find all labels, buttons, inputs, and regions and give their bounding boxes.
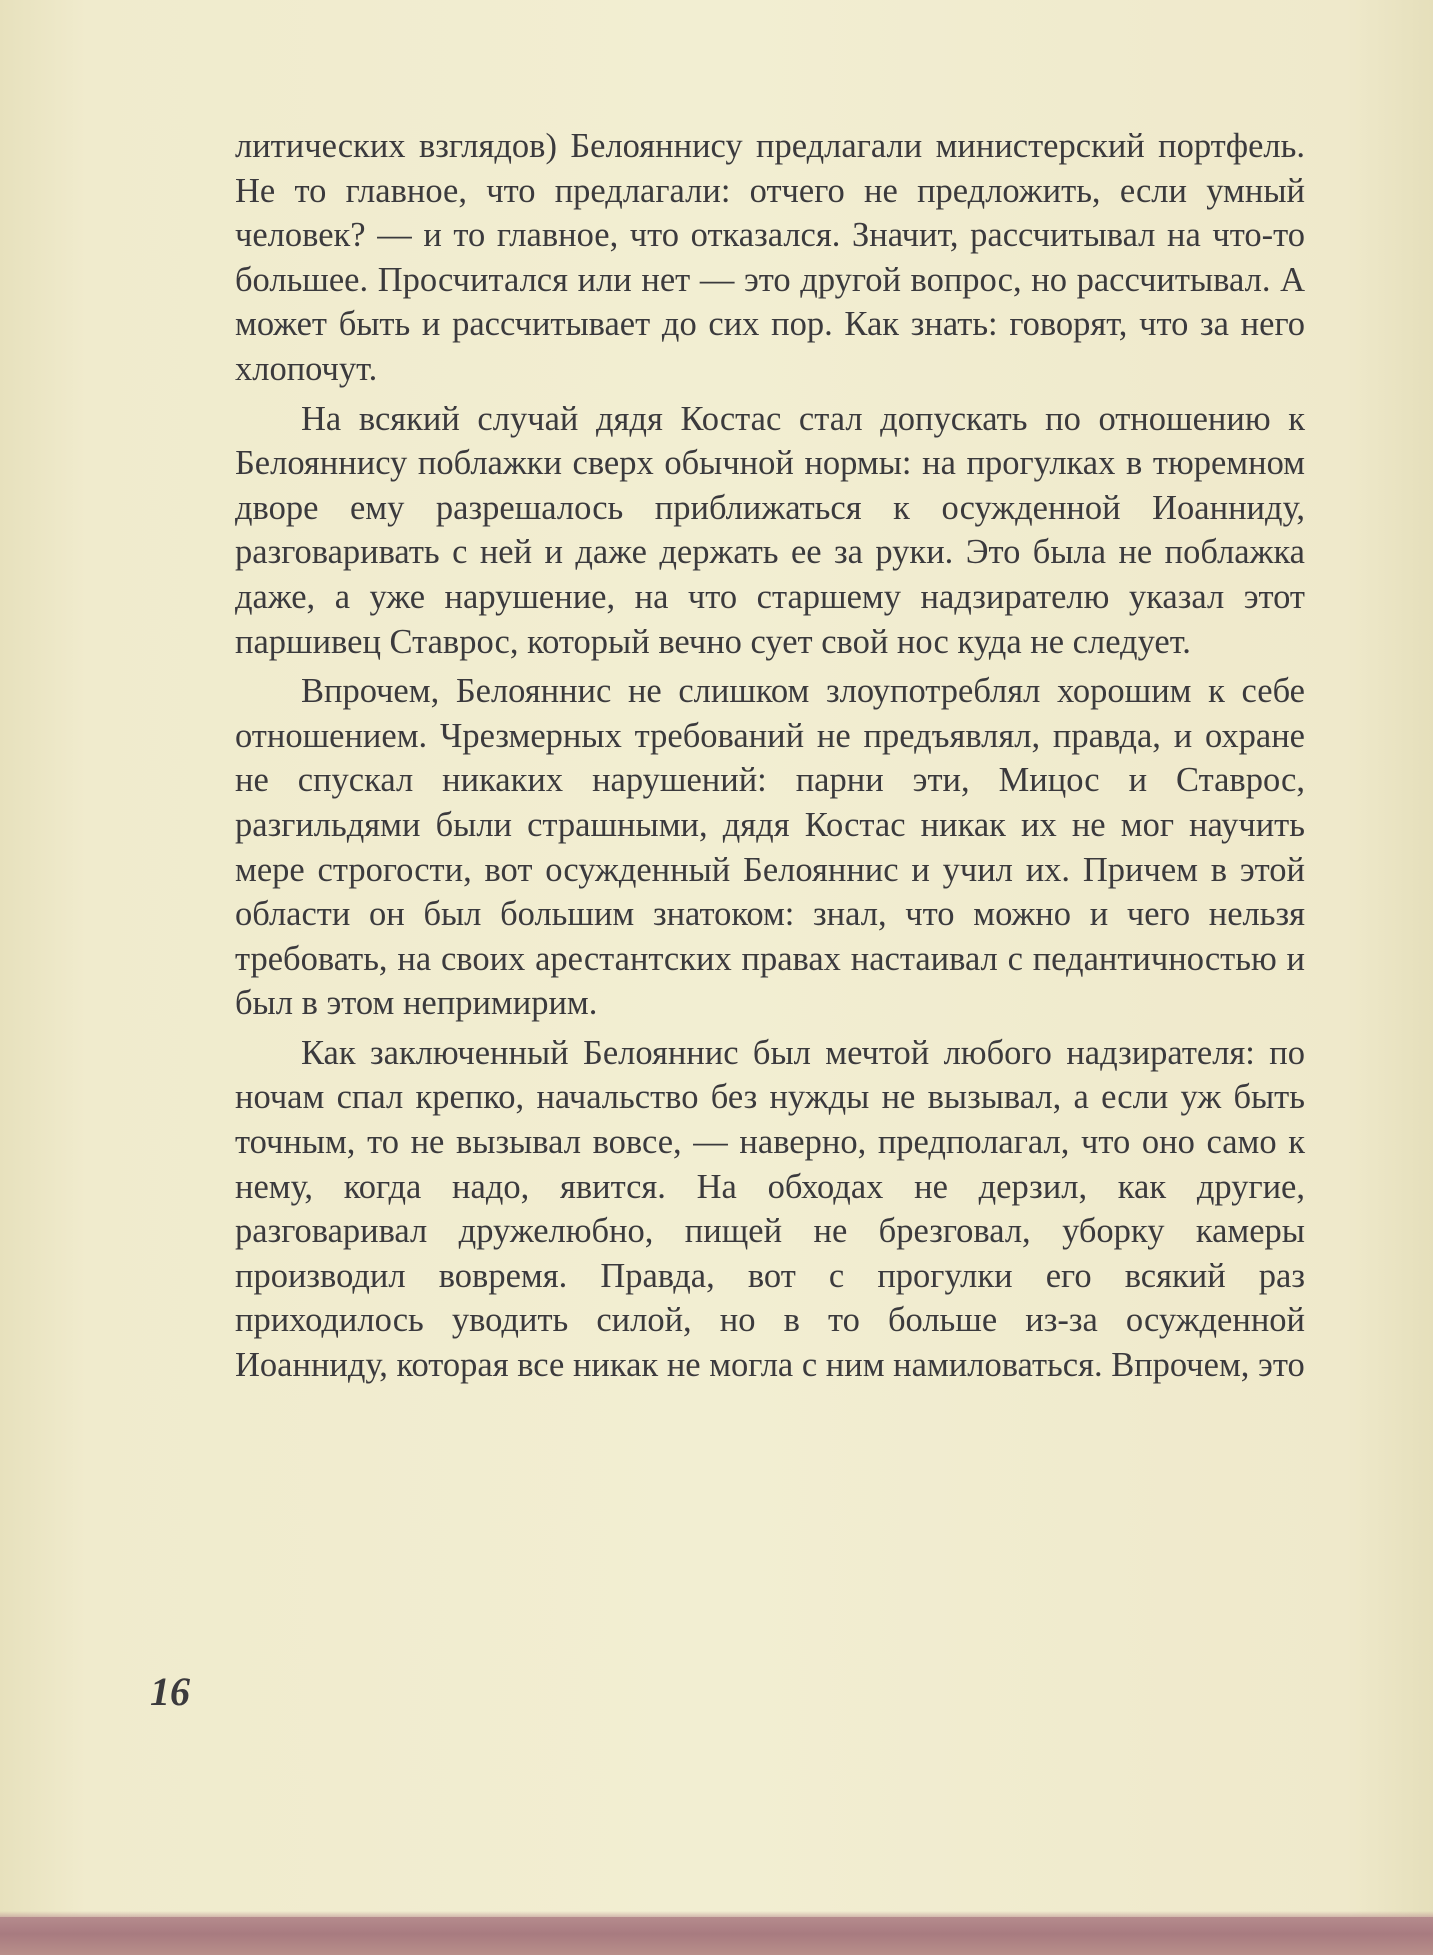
paragraph-3: Впрочем, Белояннис не слишком злоупотреблял хорошим к себе отношением. Чрезмерных требований не предъявлял, правда, и охране не спускал никаких нарушений: парни эти, Мицос и Ставрос, разгильдями были страшными, дядя Костас никак их не мог научить мере строгости, вот осужденный Белояннис и учил их. Причем в этой области он был большим знатоком: знал, что можно и чего нельзя требовать, на своих арестантских правах настаивал с педантичностью и был в этом непримирим. — [235, 672, 1305, 1023]
page-bottom-edge — [0, 1917, 1433, 1955]
paragraph-2: На всякий случай дядя Костас стал допускать по отношению к Белояннису поблажки сверх обычной нормы: на прогулках в тюремном дворе ему разрешалось приближаться к осужденной Иоанниду, разговаривать с ней и даже держать ее за руки. Это была не поблажка даже, а уже нарушение, на что старшему надзирателю указал этот паршивец Ставрос, который вечно сует свой нос куда не следует. — [235, 399, 1305, 661]
body-text — [235, 124, 1305, 1388]
page-number: 16 — [150, 1669, 190, 1714]
paragraph-4: Как заключенный Белояннис был мечтой любого надзирателя: по ночам спал крепко, начальство без нужды не вызывал, а если уж быть точным, то не вызывал вовсе, — наверно, предполагал, что оно само к нему, когда надо, явится. На обходах не дерзил, как другие, разговаривал дружелюбно, пищей не брезговал, уборку камеры производил вовремя. Правда, вот с прогулки его всякий раз приходилось уводить силой, но в то больше из-за осужденной Иоанниду, которая все никак не могла с ним намиловаться. Впрочем, это — [235, 1033, 1305, 1385]
paragraph-1: литических взглядов) Белояннису предлагали министерский портфель. Не то главное, что предлагали: отчего не предложить, если умный человек? — и то главное, что отказался. Значит, рассчитывал на что-то большее. Просчитался или нет — это другой вопрос, но рассчитывал. А может быть и рассчитывает до сих пор. Как знать: говорят, что за него хлопочут. — [235, 127, 1305, 388]
